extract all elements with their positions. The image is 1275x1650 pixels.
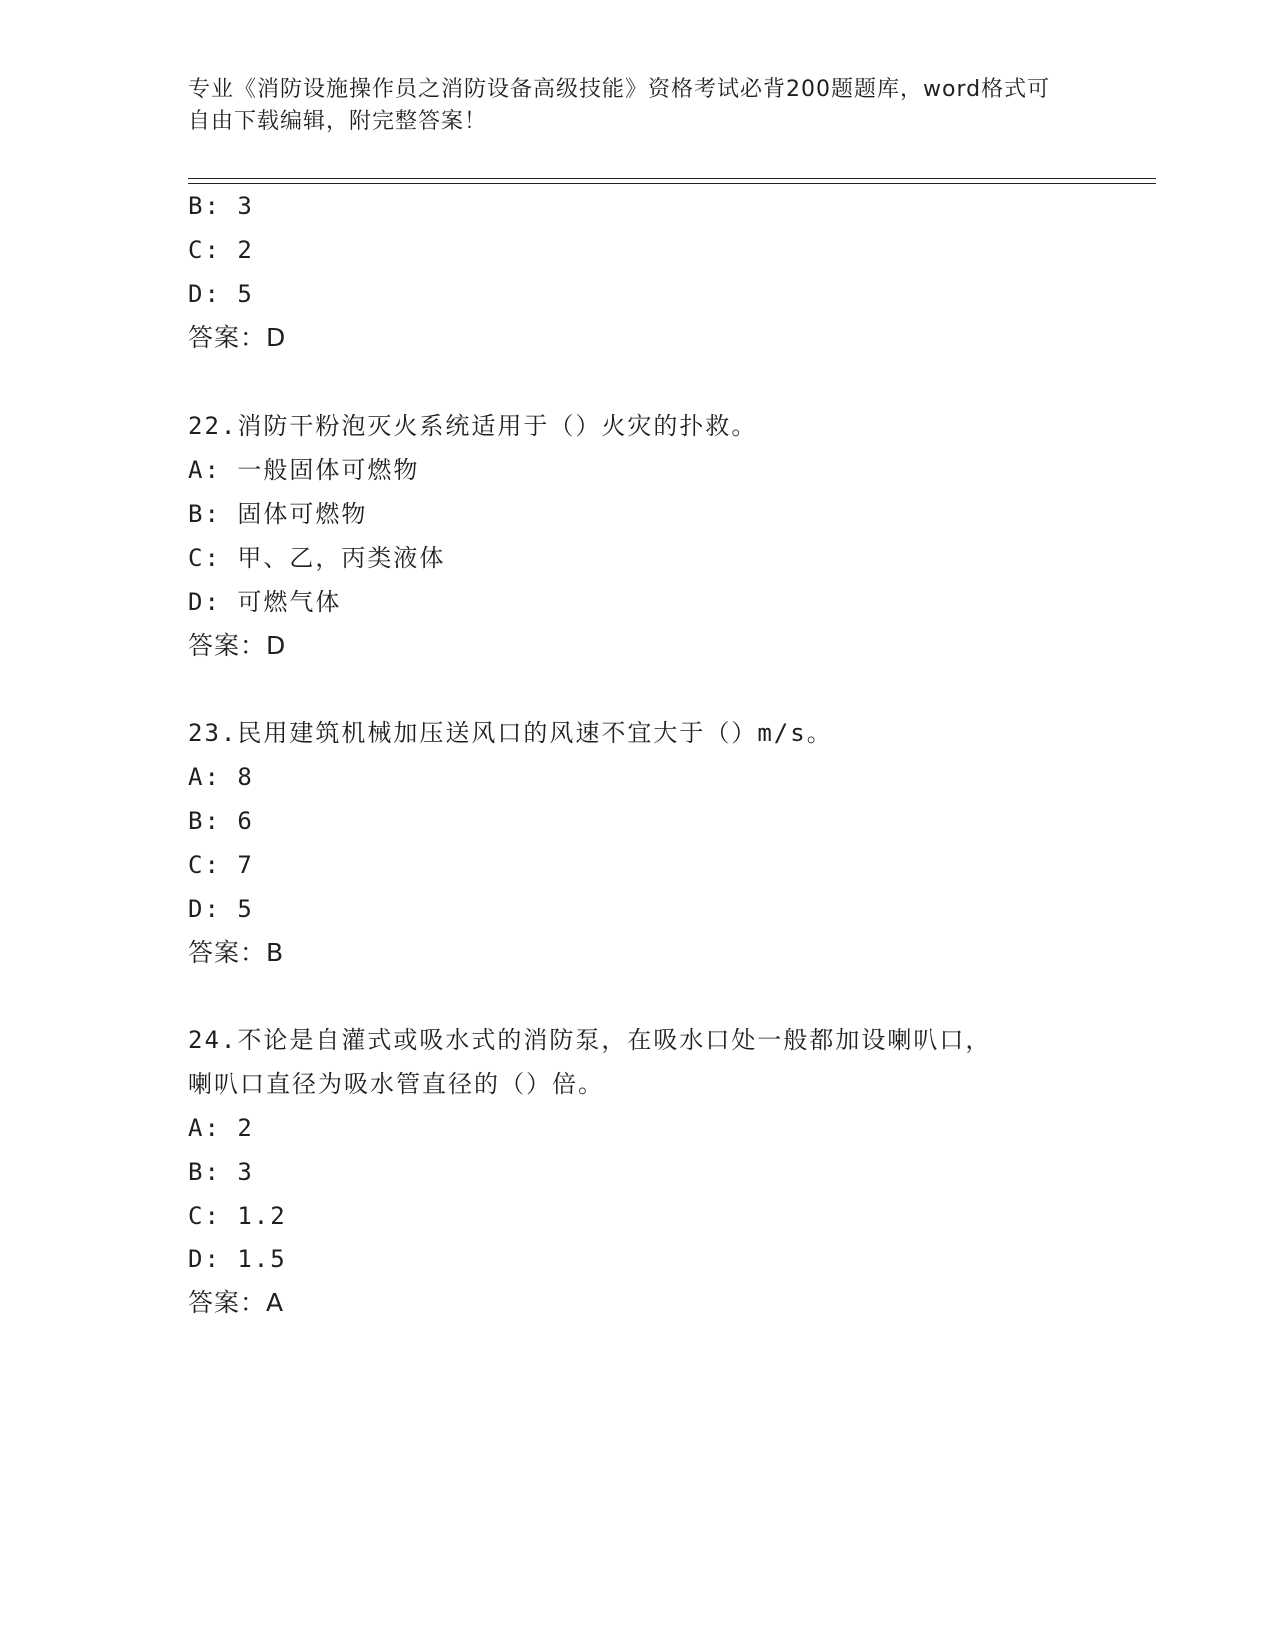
header-rule-bottom (188, 183, 1156, 184)
option-d: D: 5 (188, 280, 254, 308)
option-c: C: 7 (188, 851, 254, 879)
option-b: B: 固体可燃物 (188, 500, 368, 528)
answer-line: 答案：B (188, 938, 285, 967)
question-stem-24-line1: 24.不论是自灌式或吸水式的消防泵，在吸水口处一般都加设喇叭口， (188, 1026, 992, 1054)
option-d: D: 1.5 (188, 1245, 287, 1273)
option-b: B: 3 (188, 192, 254, 220)
answer-line: 答案：D (188, 631, 287, 660)
option-a: A: 2 (188, 1114, 254, 1142)
option-c: C: 甲、乙，丙类液体 (188, 544, 446, 572)
question-stem-22: 22.消防干粉泡灭火系统适用于（）火灾的扑救。 (188, 412, 758, 440)
header-rule-top (188, 178, 1156, 179)
question-stem-23: 23.民用建筑机械加压送风口的风速不宜大于（）m/s。 (188, 719, 833, 747)
option-a: A: 一般固体可燃物 (188, 456, 420, 484)
option-b: B: 3 (188, 1158, 254, 1186)
option-b: B: 6 (188, 807, 254, 835)
question-stem-24-line2: 喇叭口直径为吸水管直径的（）倍。 (188, 1070, 604, 1098)
option-c: C: 2 (188, 236, 254, 264)
option-c: C: 1.2 (188, 1202, 287, 1230)
answer-line: 答案：A (188, 1288, 285, 1317)
answer-line: 答案：D (188, 323, 287, 352)
option-d: D: 5 (188, 895, 254, 923)
document-header: 专业《消防设施操作员之消防设备高级技能》资格考试必背200题题库，word格式可自由下载编辑，附完整答案！ (188, 77, 1051, 134)
option-d: D: 可燃气体 (188, 588, 342, 616)
option-a: A: 8 (188, 763, 254, 791)
